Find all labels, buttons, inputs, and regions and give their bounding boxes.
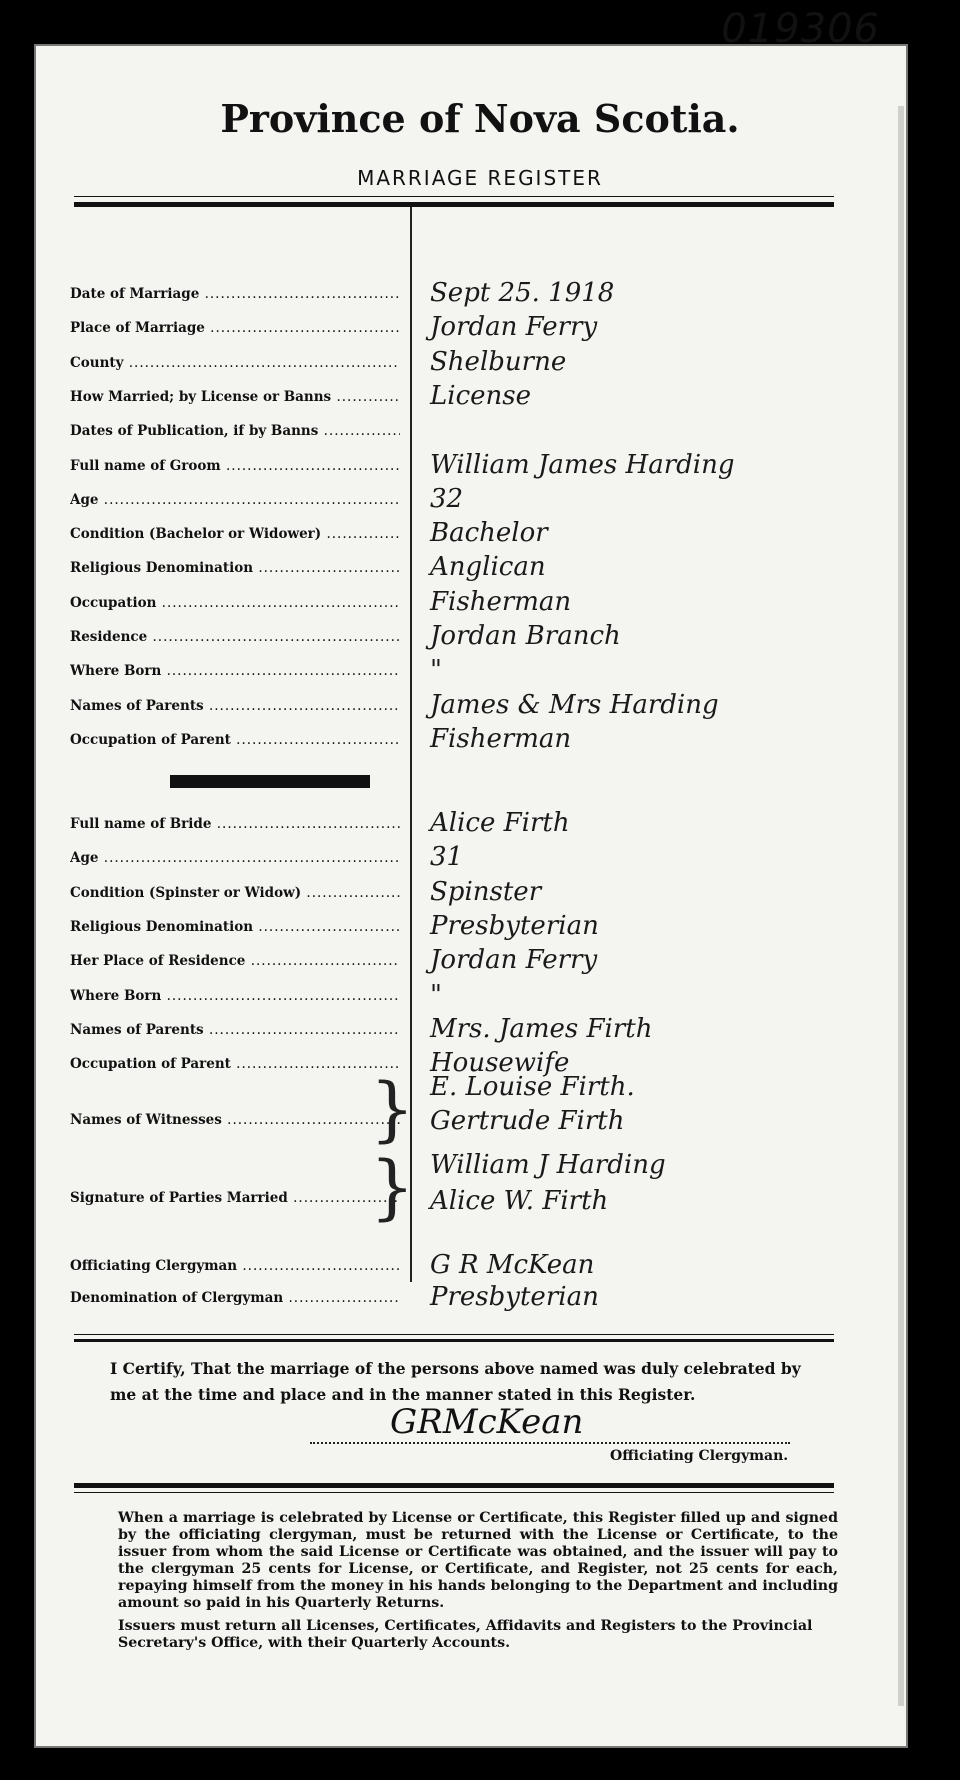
field-label: Her Place of Residence .....	[70, 953, 400, 969]
footer-rule-thick	[74, 1483, 834, 1488]
signature-caption: Officiating Clergyman.	[610, 1448, 789, 1464]
form-row	[70, 842, 830, 874]
document-number: 019306	[721, 6, 880, 52]
clergyman-signature: GRMcKean	[390, 1402, 584, 1442]
party-bride-signature: Alice W. Firth	[430, 1186, 609, 1216]
form-row	[70, 1048, 830, 1080]
form-subtitle: MARRIAGE REGISTER	[357, 166, 603, 190]
field-value: Jordan Ferry	[430, 945, 598, 976]
form-row	[70, 723, 830, 756]
form-row	[70, 586, 830, 619]
field-value: Bachelor	[430, 518, 548, 549]
form-row	[70, 483, 830, 516]
field-value: "	[430, 655, 442, 686]
field-value: Fisherman	[430, 586, 572, 617]
field-label: Officiating Clergyman .....	[70, 1258, 400, 1274]
form-row	[70, 655, 830, 687]
field-label: Names of Witnesses .....	[70, 1112, 400, 1128]
field-value: License	[430, 380, 532, 411]
form-row	[70, 689, 830, 722]
field-label: Residence .....	[70, 629, 400, 645]
clergy-denomination-row	[70, 1282, 830, 1314]
form-row	[70, 380, 830, 413]
field-value: Shelburne	[430, 346, 567, 377]
field-value: Mrs. James Firth	[430, 1013, 653, 1044]
form-row	[70, 312, 830, 344]
field-label: Date of Marriage .....	[70, 286, 400, 302]
field-value: Sept 25. 1918	[430, 278, 615, 308]
form-row	[70, 1013, 830, 1046]
certification-text: I Certify, That the marriage of the persons above named was duly celebrated by me at the time and place and in the manner stated in this Register.	[110, 1359, 801, 1404]
field-label: Condition (Bachelor or Widower) .....	[70, 526, 400, 542]
field-value: James & Mrs Harding	[430, 689, 719, 720]
form-row	[70, 346, 830, 379]
field-value: Alice Firth	[430, 808, 570, 838]
field-label: Occupation of Parent .....	[70, 1056, 400, 1072]
field-value: G R McKean	[430, 1250, 595, 1280]
party-groom-signature: William J Harding	[430, 1150, 666, 1180]
form-row	[70, 910, 830, 943]
field-value: Jordan Branch	[430, 621, 621, 651]
field-value: Fisherman	[430, 723, 572, 754]
field-label: Religious Denomination .....	[70, 560, 400, 576]
field-value: Presbyterian	[430, 1282, 599, 1312]
field-label: Dates of Publication, if by Banns .....	[70, 423, 400, 439]
field-label: Names of Parents .....	[70, 698, 400, 714]
section-divider-bar	[170, 775, 370, 788]
header-rule-thin	[74, 196, 834, 197]
form-title: Province of Nova Scotia.	[220, 96, 740, 141]
field-value: Housewife	[430, 1048, 570, 1079]
footer-rule-thin	[74, 1492, 834, 1493]
field-label: Where Born .....	[70, 663, 400, 679]
field-label: Age .....	[70, 492, 400, 508]
field-label: Place of Marriage .....	[70, 320, 400, 336]
witnesses-row	[70, 1072, 830, 1140]
field-label: Names of Parents .....	[70, 1022, 400, 1038]
certify-rule-thick	[74, 1339, 834, 1342]
field-value: Jordan Ferry	[430, 312, 598, 343]
field-value: 32	[430, 483, 464, 514]
field-label: Full name of Bride .....	[70, 816, 400, 832]
witness-2: Gertrude Firth	[430, 1106, 625, 1136]
field-label: Signature of Parties Married .....	[70, 1190, 400, 1206]
form-row	[70, 876, 830, 909]
form-row	[70, 808, 830, 840]
parties-brace: }	[370, 1146, 415, 1228]
paper-edge	[898, 106, 904, 1706]
field-label: Occupation .....	[70, 595, 400, 611]
instruction-note: When a marriage is celebrated by License or Certificate, this Register filled up and signed by the officiating clergyman, must be returned with the License or Certificate, to the issuer from whom the said License or Certificate was obtained, and the issuer will pay to the clergyman 25 cents for License, or Certificate, and Register, not 25 cents for each, repaying himself from the money in his hands belonging to the Department and including amount so paid in his Quarterly Returns.	[118, 1510, 838, 1611]
signature-line	[310, 1442, 790, 1444]
witnesses-brace: }	[370, 1068, 415, 1150]
issuers-note: Issuers must return all Licenses, Certificates, Affidavits and Registers to the Provincial Secretary's Office, with their Quarterly Accounts.	[118, 1618, 813, 1651]
form-row	[70, 979, 830, 1012]
field-label: Religious Denomination .....	[70, 919, 400, 935]
form-row	[70, 518, 830, 550]
field-value: Spinster	[430, 876, 542, 907]
certify-rule-thin	[74, 1334, 834, 1335]
field-value: William James Harding	[430, 449, 735, 480]
field-label: Denomination of Clergyman .....	[70, 1290, 400, 1306]
form-row	[70, 552, 830, 584]
field-label: Where Born .....	[70, 988, 400, 1004]
witness-1: E. Louise Firth.	[430, 1072, 635, 1102]
form-row	[70, 621, 830, 653]
field-label: Occupation of Parent .....	[70, 732, 400, 748]
field-label: Age .....	[70, 850, 400, 866]
clergyman-row	[70, 1250, 830, 1282]
form-row	[70, 419, 830, 447]
form-row	[70, 945, 830, 977]
form-row	[70, 278, 830, 310]
field-label: County .....	[70, 355, 400, 371]
field-value: 31	[430, 842, 464, 873]
field-value: Presbyterian	[430, 910, 599, 941]
parties-row	[70, 1150, 830, 1218]
field-label: Condition (Spinster or Widow) .....	[70, 885, 400, 901]
header-rule-thick	[74, 202, 834, 207]
field-label: Full name of Groom .....	[70, 458, 400, 474]
field-value: Anglican	[430, 552, 546, 583]
field-label: How Married; by License or Banns .....	[70, 389, 400, 405]
field-value: "	[430, 979, 442, 1010]
form-row	[70, 449, 830, 482]
